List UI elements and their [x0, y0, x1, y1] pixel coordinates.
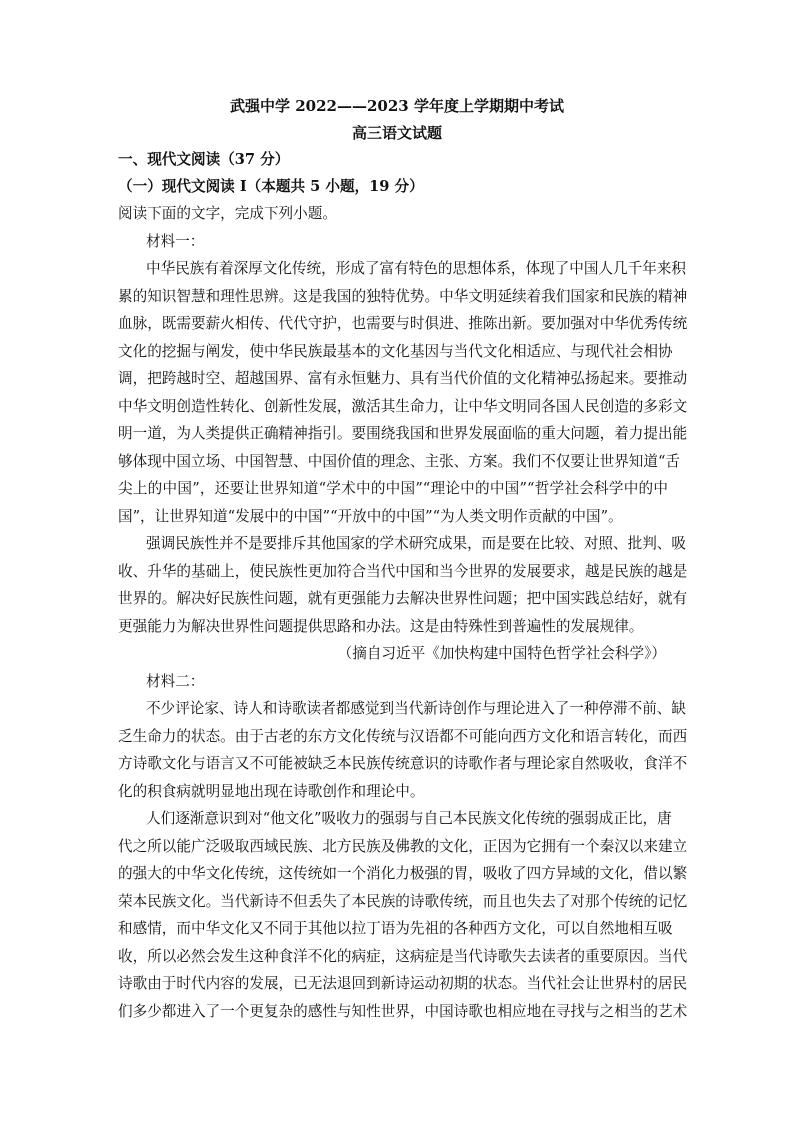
- paragraph-line: 明一道，为人类提供正确精神指引。要围绕我国和世界发展面临的重大问题，着力提出能: [118, 425, 688, 442]
- paragraph-line: 文化的挖掘与阐发，使中华民族最基本的文化基因与当代文化相适应、与现代社会相协: [118, 343, 673, 360]
- material-one-source: （摘自习近平《加快构建中国特色哲学社会科学》）: [337, 645, 666, 662]
- paragraph-line: 中华民族有着深厚文化传统，形成了富有特色的思想体系，体现了中国人几千年来积: [146, 260, 686, 277]
- paragraph-line: 代之所以能广泛吸取西域民族、北方民族及佛教的文化，正因为它拥有一个秦汉以来建立: [118, 838, 688, 855]
- section-heading: 一、现代文阅读（37 分）: [118, 151, 290, 168]
- paragraph-line: 调，把跨越时空、超越国界、富有永恒魅力、具有当代价值的文化精神弘扬起来。要推动: [118, 370, 688, 387]
- paragraph-line: 乏生命力的状态。由于古老的东方文化传统与汉语都不可能向西方文化和语言转化，而西: [118, 728, 688, 745]
- paragraph-line: 收、升华的基础上，使民族性更加符合当代中国和当今世界的发展要求，越是民族的越是: [118, 563, 688, 580]
- reading-instruction: 阅读下面的文字，完成下列小题。: [118, 205, 337, 222]
- paragraph-line: 国”，让世界知道“发展中的中国”“开放中的中国”“为人类文明作贡献的中国”。: [118, 508, 623, 525]
- exam-title: 武强中学 2022——2023 学年度上学期期中考试: [230, 97, 564, 115]
- paragraph-line: 化的积食病就明显地出现在诗歌创作和理论中。: [118, 783, 425, 800]
- paragraph-line: 收，所以必然会发生这种食洋不化的病症，这病症是当代诗歌失去读者的重要原因。当代: [118, 948, 688, 965]
- paragraph-line: 够体现中国立场、中国智慧、中国价值的理念、主张、方案。我们不仅要让世界知道“舌: [118, 453, 681, 470]
- paragraph-line: 尖上的中国”，还要让世界知道“学术中的中国”“理论中的中国”“哲学社会科学中的中: [118, 480, 668, 497]
- paragraph-line: 不少评论家、诗人和诗歌读者都感觉到当代新诗创作与理论进入了一种停滞不前、缺: [146, 700, 686, 717]
- exam-subtitle: 高三语文试题: [351, 124, 442, 142]
- paragraph-line: 和感情，而中华文化又不同于其他以拉丁语为先祖的各种西方文化，可以自然地相互吸: [118, 920, 673, 937]
- paragraph-line: 们多少都进入了一个更复杂的感性与知性世界，中国诗歌也相应地在寻找与之相当的艺术: [118, 1003, 688, 1020]
- paragraph-line: 方诗歌文化与语言又不可能被缺乏本民族传统意识的诗歌作者与理论家自然吸收，食洋不: [118, 755, 688, 772]
- paragraph-line: 人们逐渐意识到对“他文化”吸收力的强弱与自己本民族文化传统的强弱成正比，唐: [146, 810, 672, 827]
- paragraph-line: 强调民族性并不是要排斥其他国家的学术研究成果，而是要在比较、对照、批判、吸: [146, 535, 686, 552]
- subsection-heading: （一）现代文阅读 I（本题共 5 小题，19 分）: [118, 178, 424, 195]
- paragraph-line: 累的知识智慧和理性思辨。这是我国的独特优势。中华文明延续着我们国家和民族的精神: [118, 288, 688, 305]
- material-two-label: 材料二：: [146, 673, 205, 690]
- paragraph-line: 中华文明创造性转化、创新性发展，激活其生命力，让中华文明同各国人民创造的多彩文: [118, 398, 688, 415]
- paragraph-line: 世界的。解决好民族性问题，就有更强能力去解决世界性问题；把中国实践总结好，就有: [118, 590, 688, 607]
- paragraph-line: 血脉，既需要薪火相传、代代守护，也需要与时俱进、推陈出新。要加强对中华优秀传统: [118, 315, 688, 332]
- paragraph-line: 荣本民族文化。当代新诗不但丢失了本民族的诗歌传统，而且也失去了对那个传统的记忆: [118, 893, 688, 910]
- paragraph-line: 诗歌由于时代内容的发展，已无法退回到新诗运动初期的状态。当代社会让世界村的居民: [118, 975, 688, 992]
- paragraph-line: 更强能力为解决世界性问题提供思路和办法。这是由特殊性到普遍性的发展规律。: [118, 618, 644, 635]
- paragraph-line: 的强大的中华文化传统，这传统如一个消化力极强的胃，吸收了四方异域的文化，借以繁: [118, 865, 688, 882]
- material-one-label: 材料一：: [146, 233, 205, 250]
